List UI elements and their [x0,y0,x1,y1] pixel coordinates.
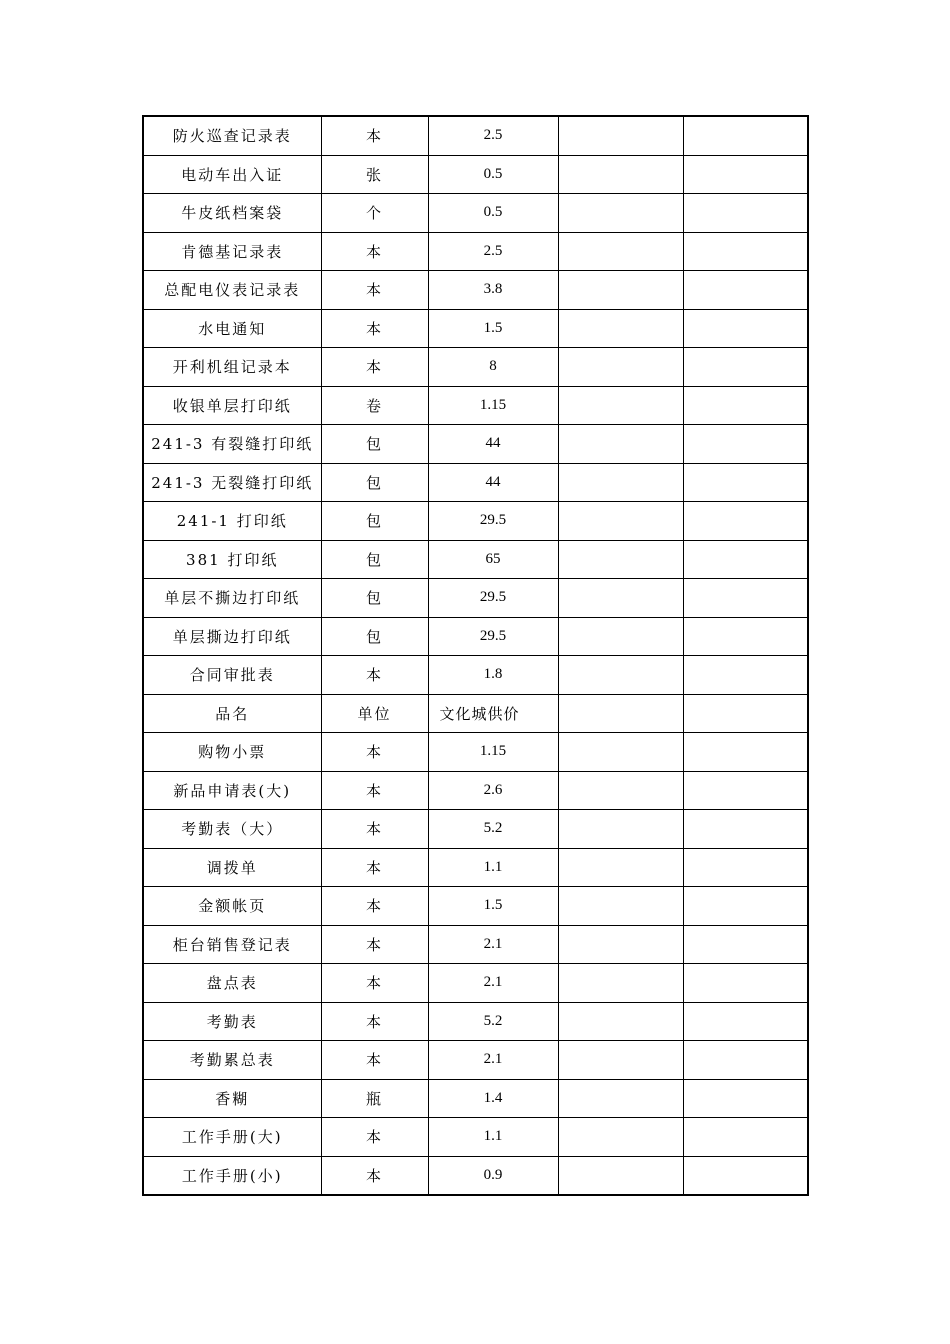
empty-cell [683,656,808,695]
unit-cell: 本 [321,1156,428,1195]
table-row [143,271,808,310]
table-row [143,348,808,387]
empty-cell [683,733,808,772]
empty-cell [558,925,683,964]
item-name-cell: 香糊 [143,1079,321,1118]
empty-cell [683,694,808,733]
price-cell: 2.1 [428,964,558,1003]
item-name-cell: 调拨单 [143,848,321,887]
table-row [143,887,808,926]
table-row [143,1079,808,1118]
item-name-cell: 考勤累总表 [143,1041,321,1080]
unit-cell: 本 [321,810,428,849]
empty-cell [683,348,808,387]
unit-cell: 本 [321,656,428,695]
item-name-cell: 考勤表（大） [143,810,321,849]
item-name-cell: 防火巡查记录表 [143,116,321,155]
table-row [143,194,808,233]
empty-cell [558,694,683,733]
empty-cell [558,386,683,425]
price-cell: 1.15 [428,386,558,425]
empty-cell [683,271,808,310]
unit-cell: 单位 [321,694,428,733]
empty-cell [558,194,683,233]
table-row [143,540,808,579]
item-name-cell: 收银单层打印纸 [143,386,321,425]
unit-cell: 张 [321,155,428,194]
empty-cell [558,116,683,155]
empty-cell [683,1002,808,1041]
item-name-cell: 肯德基记录表 [143,232,321,271]
empty-cell [683,887,808,926]
item-name-cell: 水电通知 [143,309,321,348]
empty-cell [683,925,808,964]
price-cell: 2.1 [428,1041,558,1080]
empty-cell [558,579,683,618]
item-name-cell: 品名 [143,694,321,733]
table-row [143,848,808,887]
empty-cell [558,502,683,541]
unit-cell: 本 [321,232,428,271]
empty-cell [558,425,683,464]
empty-cell [683,194,808,233]
empty-cell [558,540,683,579]
unit-cell: 本 [321,1041,428,1080]
item-name-cell: 381 打印纸 [143,540,321,579]
price-table [142,115,809,1196]
price-cell: 44 [428,463,558,502]
item-name-cell: 电动车出入证 [143,155,321,194]
table-row [143,617,808,656]
empty-cell [683,1041,808,1080]
unit-cell: 包 [321,540,428,579]
item-name-cell: 单层不撕边打印纸 [143,579,321,618]
table-row [143,579,808,618]
unit-cell: 瓶 [321,1079,428,1118]
item-name-cell: 金额帐页 [143,887,321,926]
empty-cell [558,771,683,810]
empty-cell [683,309,808,348]
empty-cell [683,155,808,194]
table-row [143,1156,808,1195]
item-name-cell: 盘点表 [143,964,321,1003]
table-header-row [143,694,808,733]
table-row [143,502,808,541]
price-cell: 29.5 [428,502,558,541]
table-row [143,1002,808,1041]
table-row [143,925,808,964]
unit-cell: 本 [321,771,428,810]
unit-cell: 包 [321,579,428,618]
item-name-cell: 单层撕边打印纸 [143,617,321,656]
table-row [143,463,808,502]
table-row [143,232,808,271]
price-cell: 1.15 [428,733,558,772]
item-name-cell: 开利机组记录本 [143,348,321,387]
table-row [143,155,808,194]
empty-cell [683,232,808,271]
empty-cell [558,1156,683,1195]
empty-cell [683,1118,808,1157]
unit-cell: 本 [321,733,428,772]
empty-cell [558,887,683,926]
price-cell: 2.5 [428,116,558,155]
empty-cell [683,848,808,887]
table-row [143,386,808,425]
unit-cell: 包 [321,502,428,541]
price-cell: 0.5 [428,194,558,233]
empty-cell [558,1079,683,1118]
price-cell: 1.1 [428,1118,558,1157]
item-name-cell: 241-3 无裂缝打印纸 [143,463,321,502]
empty-cell [558,271,683,310]
empty-cell [558,810,683,849]
empty-cell [683,116,808,155]
item-name-cell: 241-3 有裂缝打印纸 [143,425,321,464]
price-cell: 44 [428,425,558,464]
item-name-cell: 考勤表 [143,1002,321,1041]
empty-cell [558,232,683,271]
price-cell: 0.5 [428,155,558,194]
price-cell: 2.6 [428,771,558,810]
empty-cell [558,348,683,387]
empty-cell [683,964,808,1003]
price-cell: 3.8 [428,271,558,310]
item-name-cell: 合同审批表 [143,656,321,695]
table-row [143,656,808,695]
empty-cell [558,964,683,1003]
item-name-cell: 柜台销售登记表 [143,925,321,964]
item-name-cell: 总配电仪表记录表 [143,271,321,310]
item-name-cell: 新品申请表(大) [143,771,321,810]
unit-cell: 本 [321,887,428,926]
table-row [143,116,808,155]
price-cell: 文化城供价 [428,694,558,733]
table-row [143,1118,808,1157]
empty-cell [683,771,808,810]
table-row [143,733,808,772]
price-cell: 1.5 [428,887,558,926]
price-cell: 1.5 [428,309,558,348]
unit-cell: 本 [321,1118,428,1157]
price-cell: 29.5 [428,617,558,656]
price-cell: 2.1 [428,925,558,964]
empty-cell [558,309,683,348]
price-cell: 65 [428,540,558,579]
price-cell: 29.5 [428,579,558,618]
price-cell: 1.1 [428,848,558,887]
table-row [143,771,808,810]
empty-cell [683,810,808,849]
item-name-cell: 牛皮纸档案袋 [143,194,321,233]
unit-cell: 本 [321,964,428,1003]
empty-cell [683,617,808,656]
item-name-cell: 241-1 打印纸 [143,502,321,541]
empty-cell [558,656,683,695]
unit-cell: 本 [321,309,428,348]
unit-cell: 本 [321,271,428,310]
empty-cell [683,579,808,618]
empty-cell [558,1041,683,1080]
item-name-cell: 工作手册(大) [143,1118,321,1157]
empty-cell [683,425,808,464]
item-name-cell: 购物小票 [143,733,321,772]
unit-cell: 包 [321,617,428,656]
table-row [143,1041,808,1080]
unit-cell: 本 [321,348,428,387]
unit-cell: 个 [321,194,428,233]
price-cell: 1.4 [428,1079,558,1118]
empty-cell [683,502,808,541]
price-table-body [143,116,808,1195]
empty-cell [683,386,808,425]
empty-cell [683,540,808,579]
table-row [143,810,808,849]
price-cell: 8 [428,348,558,387]
unit-cell: 卷 [321,386,428,425]
empty-cell [558,1118,683,1157]
unit-cell: 包 [321,463,428,502]
empty-cell [558,463,683,502]
empty-cell [558,1002,683,1041]
price-cell: 5.2 [428,1002,558,1041]
table-row [143,964,808,1003]
unit-cell: 包 [321,425,428,464]
price-cell: 5.2 [428,810,558,849]
empty-cell [558,848,683,887]
item-name-cell: 工作手册(小) [143,1156,321,1195]
empty-cell [558,733,683,772]
unit-cell: 本 [321,925,428,964]
empty-cell [558,155,683,194]
price-cell: 2.5 [428,232,558,271]
empty-cell [558,617,683,656]
table-row [143,309,808,348]
unit-cell: 本 [321,1002,428,1041]
empty-cell [683,1079,808,1118]
price-cell: 1.8 [428,656,558,695]
table-row [143,425,808,464]
empty-cell [683,463,808,502]
empty-cell [683,1156,808,1195]
unit-cell: 本 [321,116,428,155]
price-cell: 0.9 [428,1156,558,1195]
unit-cell: 本 [321,848,428,887]
